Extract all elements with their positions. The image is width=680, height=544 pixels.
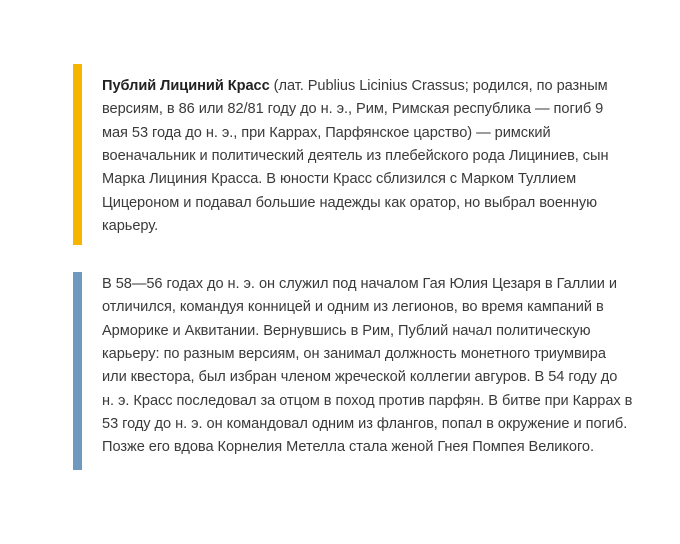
paragraph-intro xyxy=(73,64,633,238)
paragraph-career xyxy=(73,272,633,460)
person-name-bold: Публий Лициний Красс xyxy=(102,78,270,94)
accent-bar-yellow xyxy=(73,64,82,245)
accent-bar-blue xyxy=(73,272,82,470)
paragraph-block-career xyxy=(73,272,633,470)
paragraph-career-text: В 58—56 годах до н. э. он служил под началом Гая Юлия Цезаря в Галлии и отличился, командуя конницей и одним из легионов, во время кампаний в Арморике и Аквитании. Вернувшись в Рим, Публий начал политическую карьеру: по разным версиям, он занимал должность монетного триумвира или квестора, был избран членом жреческой коллегии авгуров. В 54 году до н. э. Красс последовал за отцом в поход против парфян. В битве при Каррах в 53 году до н. э. он командовал одним из флангов, попал в окружение и погиб. Позже его вдова Корнелия Метелла стала женой Гнея Помпея Великого. xyxy=(102,276,633,456)
paragraph-intro-text: (лат. Publius Licinius Crassus; родился, по разным версиям, в 86 или 82/81 году до н. э., Рим, Римская республика — погиб 9 мая 53 года до н. э., при Каррах, Парфянское царство) — римский военачальник и политический деятель из плебейского рода Лициниев, сын Марка Лициния Красса. В юности Красс сблизился с Марком Туллием Цицероном и подавал большие надежды как оратор, но выбрал военную карьеру. xyxy=(102,78,609,235)
paragraph-block-intro xyxy=(73,64,633,245)
